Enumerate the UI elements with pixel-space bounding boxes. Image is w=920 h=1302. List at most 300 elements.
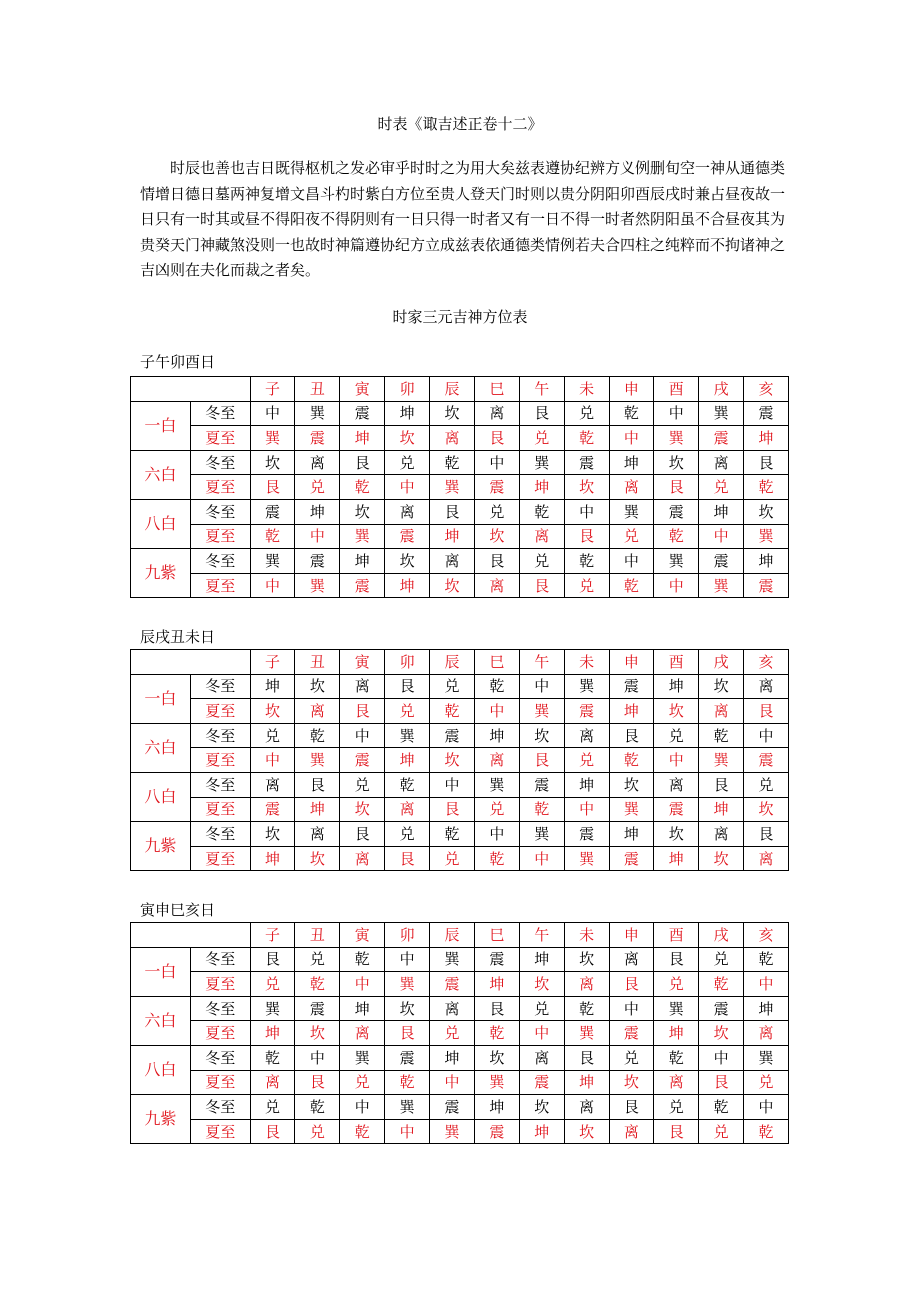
star-label-cell: 八白	[131, 1045, 191, 1094]
direction-cell: 兑	[744, 1070, 789, 1095]
direction-cell: 中	[609, 996, 654, 1021]
direction-cell: 乾	[744, 475, 789, 500]
hour-header-cell: 未	[564, 377, 609, 402]
direction-cell: 巽	[430, 1119, 475, 1144]
direction-cell: 巽	[250, 549, 295, 574]
season-label-cell: 冬至	[190, 499, 250, 524]
direction-cell: 坤	[295, 499, 340, 524]
header-row	[131, 377, 789, 402]
direction-cell: 震	[699, 996, 744, 1021]
direction-cell: 坤	[340, 549, 385, 574]
direction-cell: 坤	[430, 1045, 475, 1070]
direction-cell: 离	[699, 699, 744, 724]
direction-cell: 震	[250, 797, 295, 822]
direction-cell: 坤	[430, 524, 475, 549]
direction-cell: 坎	[385, 549, 430, 574]
direction-cell: 中	[430, 772, 475, 797]
direction-cell: 中	[699, 524, 744, 549]
star-label-cell: 一白	[131, 674, 191, 723]
direction-cell: 巽	[564, 1021, 609, 1046]
direction-cell: 兑	[295, 475, 340, 500]
hour-header-cell: 酉	[654, 650, 699, 675]
star-label-cell: 六白	[131, 450, 191, 499]
hour-header-cell: 丑	[295, 650, 340, 675]
direction-cell: 兑	[385, 450, 430, 475]
direction-cell: 巽	[519, 822, 564, 847]
direction-cell: 离	[609, 1119, 654, 1144]
hour-header-cell: 卯	[385, 650, 430, 675]
direction-cell: 震	[340, 748, 385, 773]
direction-cell: 艮	[744, 450, 789, 475]
season-label-cell: 夏至	[190, 748, 250, 773]
direction-cell: 兑	[474, 797, 519, 822]
section-label-zi-wu-mao-you: 子午卯酉日	[140, 353, 216, 371]
direction-cell: 震	[295, 549, 340, 574]
direction-cell: 艮	[250, 947, 295, 972]
direction-cell: 离	[744, 674, 789, 699]
direction-cell: 乾	[385, 772, 430, 797]
hour-header-cell: 辰	[430, 377, 475, 402]
table-row-summer	[131, 797, 789, 822]
direction-cell: 坤	[519, 475, 564, 500]
direction-cell: 巽	[699, 748, 744, 773]
direction-cell: 兑	[385, 699, 430, 724]
direction-cell: 乾	[474, 674, 519, 699]
direction-cell: 艮	[430, 797, 475, 822]
direction-cell: 震	[250, 499, 295, 524]
hour-header-cell: 午	[519, 650, 564, 675]
season-label-cell: 冬至	[190, 401, 250, 426]
header-corner-cell	[131, 650, 251, 675]
direction-cell: 坤	[699, 797, 744, 822]
direction-cell: 离	[699, 450, 744, 475]
hour-header-cell: 子	[250, 377, 295, 402]
hour-header-cell: 申	[609, 650, 654, 675]
table-row-winter	[131, 947, 789, 972]
direction-cell: 离	[474, 401, 519, 426]
table-row-winter	[131, 401, 789, 426]
hour-header-cell: 酉	[654, 923, 699, 948]
direction-cell: 坤	[654, 846, 699, 871]
direction-cell: 中	[295, 524, 340, 549]
header-row	[131, 923, 789, 948]
intro-paragraph: 时辰也善也吉日既得枢机之发必审乎时时之为用大矣兹表遵协纪辨方义例删旬空一神从通德类情增日德日墓两神复增文昌斗杓时紫白方位至贵人登天门时则以贵分阴阳卯酉辰戌时兼占昼夜故一日只有一时其或昼不得阳夜不得阴则有一日只得一时者又有一日不得一时者然阴阳虽不合昼夜其为贵癸天门神藏煞没则一也故时神篇遵协纪方立成兹表依通德类情例若夫合四柱之纯粹而不拘诸神之吉凶则在夫化而裁之者矣。	[140, 159, 786, 279]
direction-cell: 巽	[250, 996, 295, 1021]
hour-header-cell: 申	[609, 377, 654, 402]
direction-cell: 乾	[295, 723, 340, 748]
direction-cell: 离	[430, 549, 475, 574]
direction-cell: 坤	[699, 499, 744, 524]
hour-header-cell: 亥	[744, 650, 789, 675]
header-row	[131, 650, 789, 675]
hour-header-cell: 子	[250, 650, 295, 675]
direction-cell: 艮	[654, 475, 699, 500]
table-row-winter	[131, 549, 789, 574]
direction-cell: 艮	[519, 573, 564, 598]
hour-header-cell: 酉	[654, 377, 699, 402]
direction-cell: 乾	[474, 846, 519, 871]
direction-cell: 乾	[564, 426, 609, 451]
direction-cell: 兑	[430, 846, 475, 871]
direction-cell: 离	[654, 1070, 699, 1095]
direction-cell: 中	[609, 549, 654, 574]
direction-cell: 艮	[340, 450, 385, 475]
season-label-cell: 夏至	[190, 846, 250, 871]
table-row-winter	[131, 772, 789, 797]
direction-cell: 坎	[564, 475, 609, 500]
direction-cell: 艮	[385, 1021, 430, 1046]
direction-cell: 坎	[385, 426, 430, 451]
direction-cell: 中	[250, 573, 295, 598]
direction-cell: 中	[564, 499, 609, 524]
direction-cell: 巽	[385, 1095, 430, 1120]
direction-cell: 巽	[430, 475, 475, 500]
direction-cell: 坤	[654, 1021, 699, 1046]
direction-cell: 坤	[385, 748, 430, 773]
season-label-cell: 夏至	[190, 426, 250, 451]
direction-cell: 坤	[519, 947, 564, 972]
direction-cell: 离	[699, 822, 744, 847]
table-row-summer	[131, 972, 789, 997]
direction-cell: 中	[385, 1119, 430, 1144]
table-row-summer	[131, 426, 789, 451]
direction-cell: 坎	[250, 699, 295, 724]
direction-cell: 巽	[250, 426, 295, 451]
season-label-cell: 夏至	[190, 524, 250, 549]
direction-cell: 艮	[519, 748, 564, 773]
direction-cell: 艮	[519, 401, 564, 426]
direction-cell: 乾	[744, 1119, 789, 1144]
table-row-summer	[131, 1119, 789, 1144]
direction-cell: 离	[250, 1070, 295, 1095]
season-label-cell: 夏至	[190, 699, 250, 724]
direction-cell: 艮	[250, 475, 295, 500]
table-row-winter	[131, 1045, 789, 1070]
star-label-cell: 八白	[131, 499, 191, 548]
season-label-cell: 冬至	[190, 772, 250, 797]
direction-cell: 坎	[430, 573, 475, 598]
direction-cell: 离	[744, 1021, 789, 1046]
direction-cell: 乾	[519, 499, 564, 524]
direction-cell: 兑	[430, 674, 475, 699]
direction-cell: 兑	[519, 426, 564, 451]
direction-cell: 乾	[654, 1045, 699, 1070]
direction-cell: 兑	[699, 947, 744, 972]
table-row-winter	[131, 499, 789, 524]
direction-cell: 坎	[295, 846, 340, 871]
hour-header-cell: 卯	[385, 923, 430, 948]
direction-cell: 乾	[609, 401, 654, 426]
direction-cell: 乾	[340, 947, 385, 972]
direction-cell: 中	[474, 699, 519, 724]
direction-cell: 震	[474, 947, 519, 972]
direction-cell: 震	[295, 426, 340, 451]
direction-cell: 震	[430, 723, 475, 748]
star-label-cell: 一白	[131, 947, 191, 996]
direction-cell: 坤	[744, 996, 789, 1021]
direction-cell: 震	[744, 748, 789, 773]
direction-cell: 离	[295, 822, 340, 847]
direction-cell: 兑	[609, 1045, 654, 1070]
direction-cell: 离	[564, 1095, 609, 1120]
section-label-yin-shen-si-hai: 寅申巳亥日	[140, 901, 216, 919]
direction-cell: 坤	[474, 972, 519, 997]
direction-cell: 艮	[744, 699, 789, 724]
direction-cell: 中	[474, 822, 519, 847]
direction-cell: 中	[474, 450, 519, 475]
direction-cell: 坤	[609, 699, 654, 724]
direction-cell: 巽	[654, 549, 699, 574]
direction-cell: 艮	[744, 822, 789, 847]
direction-cell: 坤	[250, 674, 295, 699]
direction-cell: 艮	[609, 723, 654, 748]
direction-cell: 离	[340, 674, 385, 699]
direction-cell: 艮	[564, 1045, 609, 1070]
direction-cell: 坤	[385, 573, 430, 598]
direction-cell: 坤	[295, 797, 340, 822]
direction-cell: 中	[519, 674, 564, 699]
direction-cell: 中	[654, 573, 699, 598]
direction-cell: 震	[519, 772, 564, 797]
direction-cell: 震	[340, 401, 385, 426]
direction-cell: 中	[744, 723, 789, 748]
table-main-title: 时家三元吉神方位表	[392, 308, 528, 326]
direction-cell: 乾	[385, 1070, 430, 1095]
direction-cell: 中	[744, 972, 789, 997]
direction-cell: 艮	[654, 947, 699, 972]
direction-cell: 坎	[519, 1095, 564, 1120]
direction-cell: 坤	[654, 674, 699, 699]
direction-cell: 中	[564, 797, 609, 822]
direction-cell: 震	[744, 573, 789, 598]
hour-header-cell: 卯	[385, 377, 430, 402]
direction-cell: 艮	[699, 772, 744, 797]
direction-cell: 震	[295, 996, 340, 1021]
direction-cell: 坤	[250, 846, 295, 871]
page-title: 时表《诹吉述正卷十二》	[377, 115, 543, 133]
direction-cell: 兑	[250, 723, 295, 748]
direction-cell: 巽	[654, 996, 699, 1021]
direction-cell: 坎	[564, 947, 609, 972]
table-row-summer	[131, 573, 789, 598]
season-label-cell: 冬至	[190, 1095, 250, 1120]
direction-cell: 震	[699, 549, 744, 574]
star-label-cell: 八白	[131, 772, 191, 821]
direction-cell: 巽	[744, 524, 789, 549]
direction-cell: 离	[295, 699, 340, 724]
section-label-chen-xu-chou-wei: 辰戌丑未日	[140, 628, 216, 646]
direction-cell: 中	[430, 1070, 475, 1095]
direction-cell: 中	[340, 972, 385, 997]
direction-cell: 巽	[295, 748, 340, 773]
direction-cell: 乾	[609, 748, 654, 773]
table-row-summer	[131, 1021, 789, 1046]
direction-cell: 坎	[744, 797, 789, 822]
direction-cell: 乾	[430, 450, 475, 475]
direction-cell: 离	[250, 772, 295, 797]
direction-cell: 中	[519, 1021, 564, 1046]
direction-cell: 艮	[295, 772, 340, 797]
direction-table-zi-wu-mao-you	[130, 376, 789, 598]
direction-cell: 中	[699, 1045, 744, 1070]
direction-cell: 兑	[250, 972, 295, 997]
direction-cell: 巽	[474, 772, 519, 797]
direction-cell: 坎	[744, 499, 789, 524]
hour-header-cell: 巳	[474, 923, 519, 948]
direction-cell: 艮	[340, 822, 385, 847]
direction-cell: 兑	[564, 573, 609, 598]
hour-header-cell: 申	[609, 923, 654, 948]
direction-cell: 坎	[654, 699, 699, 724]
direction-cell: 坤	[609, 822, 654, 847]
direction-cell: 坤	[340, 996, 385, 1021]
direction-cell: 坎	[699, 846, 744, 871]
direction-cell: 离	[474, 573, 519, 598]
direction-cell: 坎	[250, 450, 295, 475]
direction-cell: 艮	[295, 1070, 340, 1095]
direction-cell: 艮	[699, 1070, 744, 1095]
direction-cell: 坤	[474, 1095, 519, 1120]
direction-cell: 坎	[699, 674, 744, 699]
direction-cell: 中	[250, 401, 295, 426]
direction-cell: 中	[609, 426, 654, 451]
direction-cell: 乾	[430, 822, 475, 847]
direction-table-chen-xu-chou-wei	[130, 649, 789, 871]
table-row-winter	[131, 996, 789, 1021]
direction-cell: 乾	[564, 996, 609, 1021]
direction-cell: 兑	[654, 723, 699, 748]
direction-cell: 坎	[295, 1021, 340, 1046]
direction-cell: 离	[609, 475, 654, 500]
direction-cell: 艮	[385, 846, 430, 871]
direction-cell: 乾	[295, 1095, 340, 1120]
season-label-cell: 夏至	[190, 797, 250, 822]
direction-cell: 离	[340, 846, 385, 871]
direction-cell: 乾	[744, 947, 789, 972]
direction-cell: 震	[654, 499, 699, 524]
direction-cell: 坤	[744, 426, 789, 451]
direction-cell: 巽	[295, 401, 340, 426]
direction-cell: 巽	[385, 723, 430, 748]
direction-cell: 震	[474, 1119, 519, 1144]
direction-cell: 坤	[385, 401, 430, 426]
direction-cell: 巽	[340, 1045, 385, 1070]
hour-header-cell: 丑	[295, 923, 340, 948]
direction-cell: 兑	[744, 772, 789, 797]
season-label-cell: 夏至	[190, 1119, 250, 1144]
table-row-winter	[131, 822, 789, 847]
hour-header-cell: 丑	[295, 377, 340, 402]
star-label-cell: 九紫	[131, 549, 191, 598]
direction-cell: 巽	[295, 573, 340, 598]
season-label-cell: 夏至	[190, 1070, 250, 1095]
table-row-summer	[131, 846, 789, 871]
direction-cell: 坎	[519, 723, 564, 748]
direction-cell: 兑	[430, 1021, 475, 1046]
direction-cell: 巽	[564, 674, 609, 699]
direction-cell: 乾	[519, 797, 564, 822]
direction-cell: 震	[340, 573, 385, 598]
direction-cell: 艮	[250, 1119, 295, 1144]
direction-cell: 乾	[699, 972, 744, 997]
direction-cell: 兑	[654, 1095, 699, 1120]
star-label-cell: 九紫	[131, 822, 191, 871]
direction-cell: 坎	[340, 797, 385, 822]
season-label-cell: 冬至	[190, 996, 250, 1021]
hour-header-cell: 戌	[699, 923, 744, 948]
hour-header-cell: 辰	[430, 923, 475, 948]
direction-cell: 巽	[699, 401, 744, 426]
table-row-summer	[131, 475, 789, 500]
table-row-winter	[131, 1095, 789, 1120]
hour-header-cell: 亥	[744, 923, 789, 948]
direction-cell: 震	[430, 972, 475, 997]
direction-cell: 坎	[654, 822, 699, 847]
season-label-cell: 夏至	[190, 475, 250, 500]
direction-cell: 中	[519, 846, 564, 871]
direction-cell: 坤	[609, 450, 654, 475]
star-label-cell: 一白	[131, 401, 191, 450]
table-row-summer	[131, 1070, 789, 1095]
direction-cell: 乾	[250, 524, 295, 549]
direction-cell: 兑	[519, 549, 564, 574]
direction-cell: 离	[340, 1021, 385, 1046]
star-label-cell: 六白	[131, 723, 191, 772]
table-row-winter	[131, 450, 789, 475]
direction-cell: 巽	[609, 499, 654, 524]
hour-header-cell: 寅	[340, 923, 385, 948]
direction-cell: 震	[699, 426, 744, 451]
table-row-summer	[131, 748, 789, 773]
direction-cell: 乾	[564, 549, 609, 574]
hour-header-cell: 寅	[340, 650, 385, 675]
direction-cell: 巽	[385, 972, 430, 997]
direction-cell: 艮	[430, 499, 475, 524]
season-label-cell: 冬至	[190, 822, 250, 847]
direction-cell: 乾	[474, 1021, 519, 1046]
direction-cell: 乾	[699, 1095, 744, 1120]
direction-cell: 巽	[744, 1045, 789, 1070]
table-row-summer	[131, 524, 789, 549]
header-corner-cell	[131, 377, 251, 402]
direction-cell: 艮	[474, 549, 519, 574]
direction-cell: 巽	[474, 1070, 519, 1095]
direction-cell: 艮	[609, 972, 654, 997]
direction-cell: 坎	[609, 1070, 654, 1095]
direction-cell: 坤	[250, 1021, 295, 1046]
direction-cell: 中	[385, 947, 430, 972]
direction-cell: 乾	[699, 723, 744, 748]
direction-cell: 兑	[564, 401, 609, 426]
direction-cell: 乾	[340, 475, 385, 500]
direction-cell: 艮	[340, 699, 385, 724]
hour-header-cell: 未	[564, 923, 609, 948]
direction-cell: 坎	[654, 450, 699, 475]
direction-cell: 巽	[519, 699, 564, 724]
direction-cell: 坎	[519, 972, 564, 997]
direction-cell: 震	[474, 475, 519, 500]
season-label-cell: 夏至	[190, 1021, 250, 1046]
hour-header-cell: 巳	[474, 650, 519, 675]
star-label-cell: 六白	[131, 996, 191, 1045]
direction-cell: 乾	[430, 699, 475, 724]
direction-cell: 兑	[699, 1119, 744, 1144]
direction-cell: 乾	[654, 524, 699, 549]
direction-cell: 巽	[654, 426, 699, 451]
direction-cell: 中	[295, 1045, 340, 1070]
direction-cell: 离	[430, 426, 475, 451]
season-label-cell: 冬至	[190, 674, 250, 699]
